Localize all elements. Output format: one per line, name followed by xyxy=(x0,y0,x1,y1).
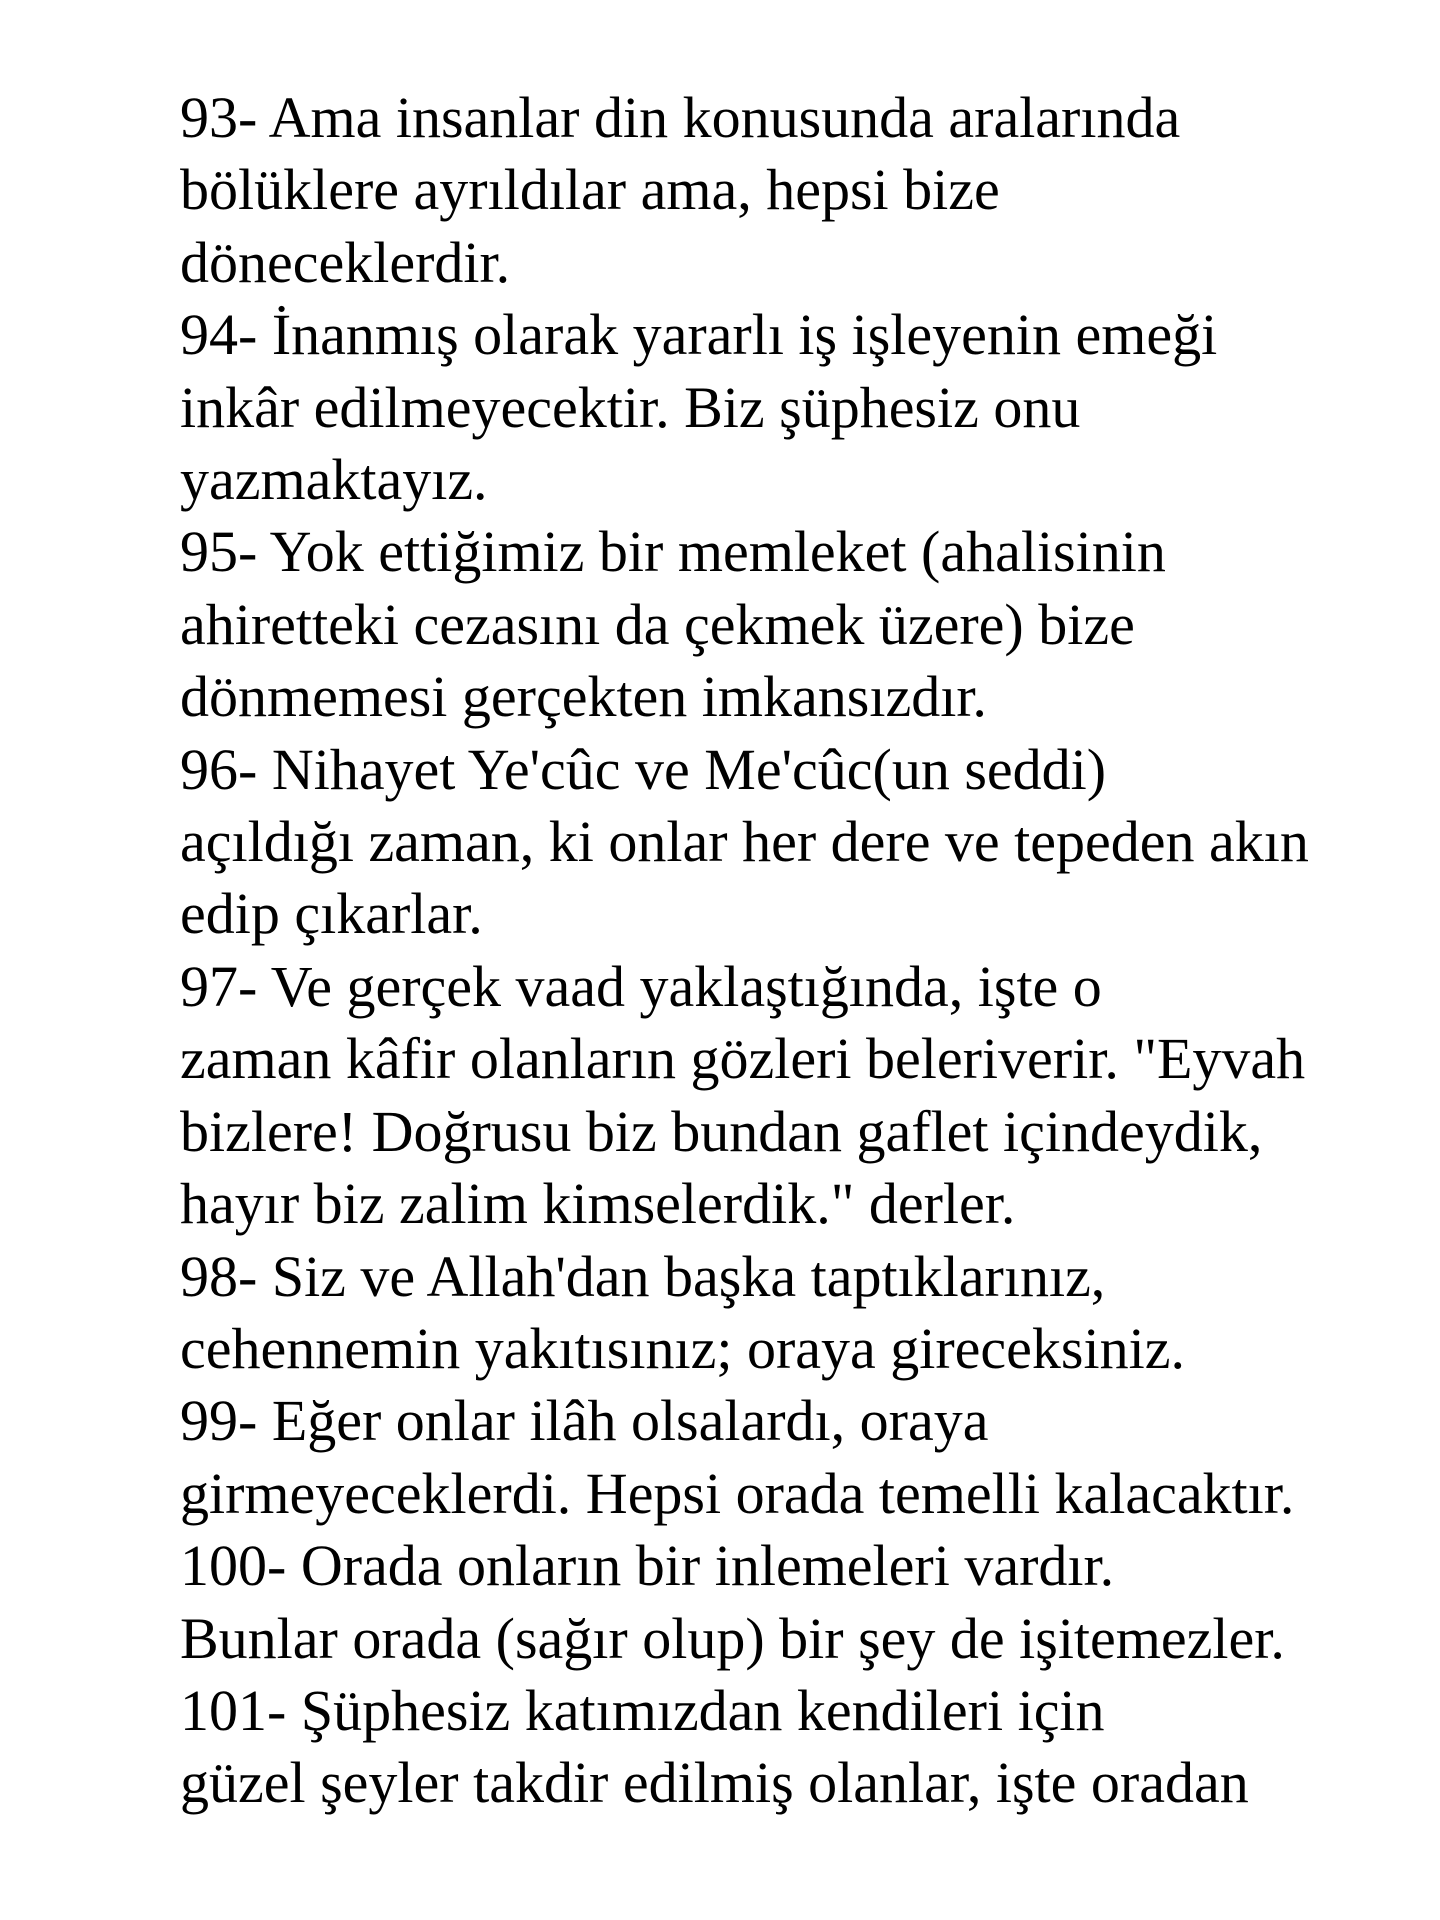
document-body xyxy=(85,82,1385,1820)
verse-100 xyxy=(85,1530,1385,1675)
verse-line: 93- Ama insanlar din konusunda aralarında xyxy=(180,85,1181,150)
verse-95 xyxy=(85,516,1385,733)
verse-line: 99- Eğer onlar ilâh olsalardı, oraya xyxy=(180,1388,989,1454)
verse-94 xyxy=(85,299,1385,516)
verse-line: cehennemin yakıtısınız; oraya gireceksiniz. xyxy=(180,1315,1185,1381)
verse-line: bölüklere ayrıldılar ama, hepsi bize xyxy=(180,157,1000,223)
verse-line: girmeyeceklerdi. Hepsi orada temelli kalacaktır. xyxy=(180,1460,1295,1526)
verse-line: 98- Siz ve Allah'dan başka taptıklarınız, xyxy=(180,1243,1106,1309)
verse-line: açıldığı zaman, ki onlar her dere ve tepeden akın xyxy=(180,809,1309,875)
verse-96 xyxy=(85,734,1385,951)
verse-line: inkâr edilmeyecektir. Biz şüphesiz onu xyxy=(180,374,1081,440)
verse-line: 101- Şüphesiz katımızdan kendileri için xyxy=(180,1677,1105,1743)
verse-line: 97- Ve gerçek vaad yaklaştığında, işte o xyxy=(180,953,1102,1019)
verse-line: yazmaktayız. xyxy=(180,447,488,513)
verse-line: 94- İnanmış olarak yararlı iş işleyenin emeği xyxy=(180,302,1218,368)
verse-97 xyxy=(85,951,1385,1241)
verse-101 xyxy=(85,1675,1385,1820)
verse-line: ahiretteki cezasını da çekmek üzere) bize xyxy=(180,591,1135,657)
verse-line: 96- Nihayet Ye'cûc ve Me'cûc(un seddi) xyxy=(180,736,1107,802)
verse-line: döneceklerdir. xyxy=(180,229,511,295)
verse-line: edip çıkarlar. xyxy=(180,881,483,947)
verse-line: dönmemesi gerçekten imkansızdır. xyxy=(180,664,987,730)
verse-line: 100- Orada onların bir inlemeleri vardır. xyxy=(180,1533,1115,1599)
verse-line: bizlere! Doğrusu biz bundan gaflet içindeydik, xyxy=(180,1098,1263,1164)
verse-line: zaman kâfir olanların gözleri beleriverir. "Eyvah xyxy=(180,1026,1306,1092)
verse-line: hayır biz zalim kimselerdik." derler. xyxy=(180,1171,1016,1237)
verse-line: 95- Yok ettiğimiz bir memleket (ahalisinin xyxy=(180,519,1166,585)
verse-98 xyxy=(85,1241,1385,1386)
verse-line: Bunlar orada (sağır olup) bir şey de işitemezler. xyxy=(180,1605,1285,1671)
verse-93 xyxy=(85,82,1385,299)
verse-99 xyxy=(85,1385,1385,1530)
verse-line: güzel şeyler takdir edilmiş olanlar, işte oradan xyxy=(180,1750,1249,1816)
